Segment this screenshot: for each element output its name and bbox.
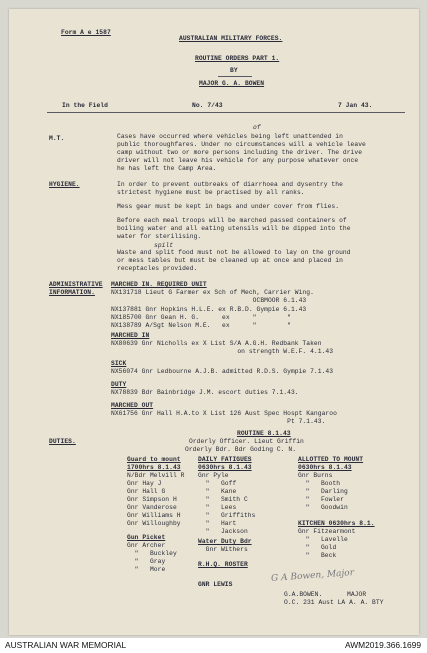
hygiene-handwritten-insert: spilt <box>154 242 174 249</box>
guard-list-item: Guard to mount <box>127 456 181 463</box>
admin-subheading: SICK <box>111 360 127 367</box>
fatigue-list-item: " Lees <box>198 504 237 511</box>
mt-line: camp without two or more persons including the driver. The drive <box>117 149 363 156</box>
by-line: BY <box>230 67 238 74</box>
picket-list-item: Gun Picket <box>127 534 166 541</box>
hygiene-line: or mess tables but must be cleaned up at once and placed in <box>117 257 343 264</box>
signatory-rank: MAJOR <box>347 591 367 598</box>
roster-heading: R.H.Q. ROSTER <box>198 561 248 568</box>
mt-line: Cases have occurred where vehicles being left unattended in <box>117 133 343 140</box>
order-date: 7 Jan 43. <box>338 102 373 109</box>
place: In the Field <box>62 102 108 109</box>
guard-list-item: Gnr Simpson H <box>127 496 177 503</box>
hygiene-line: Waste and split food must not be allowed to lay on the ground <box>117 249 351 256</box>
admin-line: NX80639 Gnr Nicholls ex X List S/A A.G.H. Redbank Taken <box>111 340 322 347</box>
organisation-heading: AUSTRALIAN MILITARY FORCES. <box>179 35 283 42</box>
admin-line: Pt 7.1.43. <box>111 418 326 425</box>
mt-heading: M.T. <box>49 135 65 142</box>
fatigue-list-item: Gnr Pyle <box>198 472 229 479</box>
picket-list-item: Gnr Archer <box>127 542 166 549</box>
hygiene-line: Before each meal troops will be marched passed containers of <box>117 217 347 224</box>
admin-heading: ADMINISTRATIVE <box>49 281 103 288</box>
duties-header: Orderly Officer. Lieut Griffin <box>189 438 304 445</box>
admin-line: NX56074 Gnr Ledbourne A.J.B. admitted R.D.S. Gympie 7.1.43 <box>111 368 334 375</box>
hygiene-line: water for sterilising. <box>117 233 202 240</box>
kitchen-list-item: Gnr Fitzearmont <box>298 528 356 535</box>
picket-list-item: " More <box>127 566 166 573</box>
allotted-list-item: ALLOTTED TO MOUNT <box>298 456 364 463</box>
kitchen-list-item: " Lavelle <box>298 536 348 543</box>
guard-list-item: Gnr Willoughby <box>127 520 181 527</box>
order-number: No. 7/43 <box>192 102 223 109</box>
allotted-list-item: Gnr Burns <box>298 472 333 479</box>
signatory-name: G.A.BOWEN. <box>284 591 323 598</box>
by-underline <box>218 76 252 77</box>
kitchen-list-item: " Beck <box>298 552 337 559</box>
admin-line: NX78839 Bdr Bainbridge J.M. escort duties 7.1.43. <box>111 389 299 396</box>
fatigue-list-item: " Kane <box>198 488 237 495</box>
fatigue-list-item: Gnr Withers <box>198 546 248 553</box>
hygiene-line: boiling water and all eating utensils will be dipped into the <box>117 225 351 232</box>
hygiene-line: Mess gear must be kept in bags and under cover from flies. <box>117 203 340 210</box>
admin-line: NX185700 Gnr Gean H. G. ex " " <box>111 314 291 321</box>
guard-list-item: Gnr Vanderose <box>127 504 177 511</box>
mt-line: driver will not leave his vehicle for any purpose whatever once <box>117 157 359 164</box>
guard-list-item: Gnr Hall G <box>127 488 166 495</box>
duties-header: ROUTINE 8.1.43 <box>237 430 291 437</box>
kitchen-list-item: " Gold <box>298 544 337 551</box>
hygiene-line: strictest hygiene must be practised by all ranks. <box>117 189 305 196</box>
author-name: MAJOR G. A. BOWEN <box>199 80 265 87</box>
allotted-list-item: 0630hrs 8.1.43 <box>298 464 352 471</box>
footer-institution: AUSTRALIAN WAR MEMORIAL <box>5 640 127 650</box>
allotted-list-item: " Fowler <box>298 496 344 503</box>
admin-line: NX131718 Lieut G Farmer ex Sch of Mech, Carrier Wing. <box>111 289 314 296</box>
allotted-list-item: " Goodwin <box>298 504 348 511</box>
mt-line: public thoroughfares. Under no circumstances will a vehicle leave <box>117 141 366 148</box>
fatigue-list-item: " Smith C <box>198 496 248 503</box>
guard-list-item: 1700hrs 8.1.43 <box>127 464 181 471</box>
admin-line: MARCHED IN. REQUIRED UNIT <box>111 281 207 288</box>
header-divider <box>47 112 405 113</box>
mt-handwritten-insert: of <box>253 124 261 131</box>
admin-subheading: MARCHED OUT <box>111 402 154 409</box>
admin-line: NX61756 Gnr Hall H.A.to X List 126 Aust Spec Hospt Kangaroo <box>111 410 337 417</box>
hygiene-heading: HYGIENE. <box>49 181 80 188</box>
admin-line: on strength W.E.F. 4.1.43 <box>111 348 334 355</box>
admin-subheading: DUTY <box>111 381 127 388</box>
document-title: ROUTINE ORDERS PART 1. <box>195 55 280 62</box>
fatigue-list-item: " Griffiths <box>198 512 256 519</box>
admin-line: NX137881 Gnr Hopkins H.L.E. ex R.B.D. Gympie 6.1.43 <box>111 306 307 313</box>
form-number: Form A e 1587 <box>61 29 111 36</box>
picket-list-item: " Gray <box>127 558 166 565</box>
fatigue-list-item: " Jackson <box>198 528 248 535</box>
handwritten-signature: G A Bowen, Major <box>270 568 355 584</box>
duties-heading: DUTIES. <box>49 438 76 445</box>
signatory-unit: O.C. 231 Aust LA A. A. BTY <box>284 599 384 606</box>
fatigue-list-item: DAILY FATIGUES <box>198 456 252 463</box>
archive-footer <box>0 638 427 653</box>
mt-line: he has left the Camp Area. <box>117 165 217 172</box>
hygiene-line: receptacles provided. <box>117 265 198 272</box>
allotted-list-item: " Darling <box>298 488 348 495</box>
fatigue-list-item: " Goff <box>198 480 237 487</box>
guard-list-item: Gnr Williams H <box>127 512 181 519</box>
admin-heading: INFORMATION. <box>49 289 95 296</box>
fatigue-list-item: Water Duty Bdr <box>198 538 252 545</box>
guard-list-item: N/Bdr Melvill R <box>127 472 185 479</box>
allotted-list-item: " Booth <box>298 480 341 487</box>
kitchen-list-item: KITCHEN 0630hrs 8.1. <box>298 520 375 527</box>
roster-name: GNR LEWIS <box>198 581 233 588</box>
picket-list-item: " Buckley <box>127 550 177 557</box>
admin-subheading: MARCHED IN <box>111 332 150 339</box>
document-page <box>9 9 419 635</box>
fatigue-list-item: " Hart <box>198 520 237 527</box>
admin-line: NX138789 A/Sgt Nelson M.E. ex " " <box>111 322 291 329</box>
guard-list-item: Gnr Hay J <box>127 480 162 487</box>
footer-accession-number: AWM2019.366.1699 <box>344 640 421 650</box>
hygiene-line: In order to prevent outbreaks of diarrhoea and dysentry the <box>117 181 343 188</box>
admin-line: OCBMOOR 6.1.43 <box>111 297 307 304</box>
duties-header: Orderly Bdr. Bdr Goding C. N. <box>185 446 297 453</box>
fatigue-list-item: 0630hrs 8.1.43 <box>198 464 252 471</box>
